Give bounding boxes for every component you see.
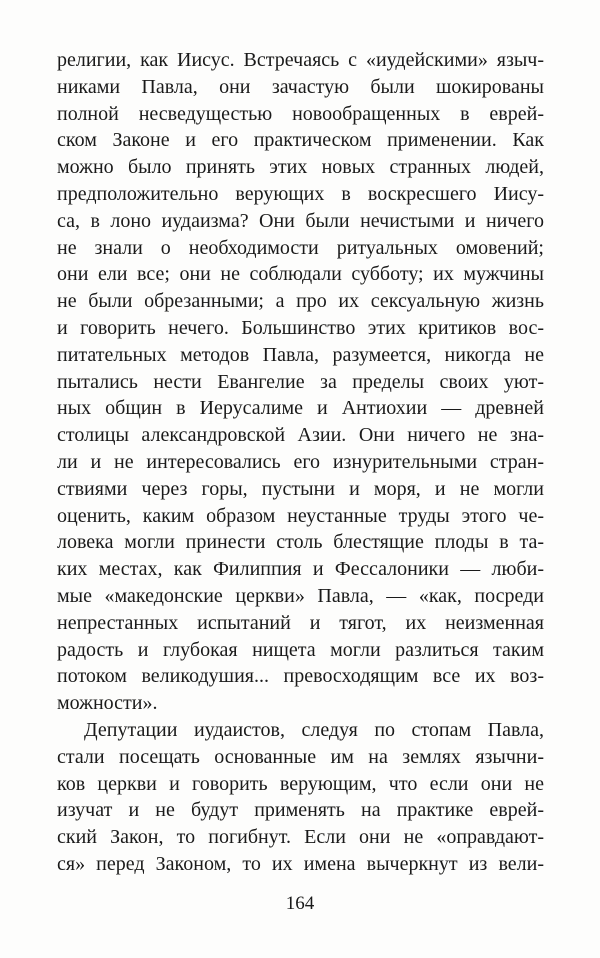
text-line: никами Павла, они зачастую были шокированы <box>57 75 544 98</box>
text-line: ных общин в Иерусалиме и Антиохии — древней <box>57 397 544 420</box>
text-line: мые «македонские церкви» Павла, — «как, посреди <box>57 584 544 607</box>
text-line: ский Закон, то погибнут. Если они не «оправдают- <box>57 826 544 849</box>
text-line: ков церкви и говорить верующим, что если они не <box>57 772 544 795</box>
text-line: непрестанных испытаний и тягот, их неизменная <box>57 611 544 634</box>
text-line: са, в лоно иудаизма? Они были нечистыми и ничего <box>57 209 544 232</box>
text-line: Депутации иудаистов, следуя по стопам Павла, <box>84 718 544 741</box>
text-line: ловека могли принести столь блестящие плоды в та- <box>57 531 544 554</box>
text-line: религии, как Иисус. Встречаясь с «иудейскими» языч- <box>57 49 544 71</box>
text-line: ли и не интересовались его изнурительными стран- <box>57 450 544 473</box>
text-line: ском Законе и его практическом применении. Как <box>57 129 544 152</box>
text-line: не были обрезанными; а про их сексуальную жизнь <box>57 290 544 313</box>
text-line: питательных методов Павла, разумеется, никогда не <box>57 343 544 366</box>
text-line: стали посещать основанные им на землях язычни- <box>57 745 544 768</box>
text-line: можности». <box>57 692 158 715</box>
text-line: столицы александровской Азии. Они ничего не зна- <box>57 424 544 447</box>
text-line: пытались нести Евангелие за пределы своих уют- <box>57 370 544 393</box>
text-line: оценить, каким образом неустанные труды этого че- <box>57 504 544 527</box>
text-line: ся» перед Законом, то их имена вычеркнут из вели- <box>57 852 544 875</box>
text-line: изучат и не будут применять на практике еврей- <box>57 799 544 822</box>
body-text <box>57 47 544 878</box>
text-line: не знали о необходимости ритуальных омовений; <box>57 236 544 259</box>
text-line: ствиями через горы, пустыни и моря, и не могли <box>57 477 544 500</box>
text-line: предположительно верующих в воскресшего Иису- <box>57 182 544 205</box>
text-line: ких местах, как Филиппия и Фессалоники — люби- <box>57 558 544 581</box>
text-line: и говорить нечего. Большинство этих критиков вос- <box>57 316 544 339</box>
text-line: можно было принять этих новых странных людей, <box>57 156 544 179</box>
page-number: 164 <box>285 893 315 914</box>
text-line: потоком великодушия... превосходящим все их воз- <box>57 665 544 688</box>
text-line: они ели все; они не соблюдали субботу; их мужчины <box>57 263 544 286</box>
text-line: полной несведущестью новообращенных в еврей- <box>57 102 544 125</box>
text-line: радость и глубокая нищета могли разлиться таким <box>57 638 544 661</box>
